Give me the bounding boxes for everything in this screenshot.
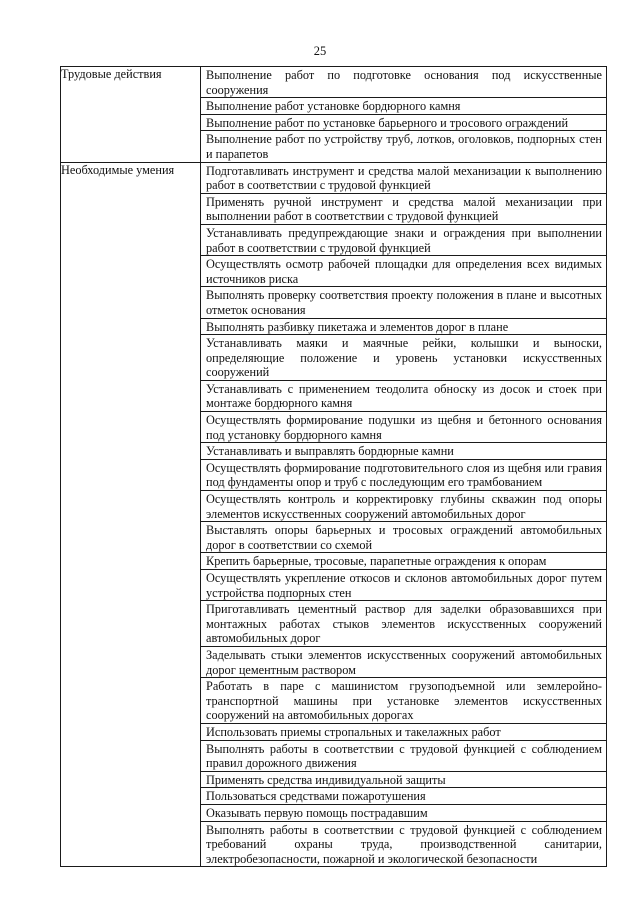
list-item: Осуществлять осмотр рабочей площадки для определения всех видимых источников риска	[201, 256, 606, 287]
list-item: Подготавливать инструмент и средства малой механизации к выполнению работ в соответствии с трудовой функцией	[201, 163, 606, 194]
section-items	[201, 67, 607, 163]
list-item: Осуществлять формирование подготовительного слоя из щебня или гравия под фундаменты опор и труб с последующим его трамбованием	[201, 460, 606, 491]
list-item: Оказывать первую помощь пострадавшим	[201, 805, 606, 822]
list-item: Выполнять работы в соответствии с трудовой функцией с соблюдением требований охраны труда, производственной санитарии, электробезопасности, пожарной и экологической безопасности	[206, 822, 602, 866]
requirements-table	[60, 66, 607, 867]
list-item: Работать в паре с машинистом грузоподъемной или землеройно-транспортной машины при установке элементов искусственных сооружений на автомобильных дорогах	[201, 678, 606, 724]
list-item: Осуществлять контроль и корректировку глубины скважин под опоры элементов искусственных сооружений автомобильных дорог	[201, 491, 606, 522]
list-item: Выполнение работ по установке барьерного и тросового ограждений	[201, 115, 606, 132]
page-number: 25	[313, 44, 327, 58]
list-item: Пользоваться средствами пожаротушения	[201, 788, 606, 805]
section-label: Трудовые действия	[61, 67, 201, 163]
list-item: Осуществлять укрепление откосов и склонов автомобильных дорог путем устройства подпорных стен	[201, 570, 606, 601]
list-item: Выполнение работ по подготовке основания под искусственные сооружения	[201, 67, 606, 98]
requirements-table-body	[61, 67, 607, 867]
list-item: Осуществлять формирование подушки из щебня и бетонного основания под установку бордюрного камня	[201, 412, 606, 443]
list-item: Крепить барьерные, тросовые, парапетные ограждения к опорам	[201, 553, 606, 570]
list-item: Устанавливать и выправлять бордюрные камни	[201, 443, 606, 460]
list-item: Использовать приемы стропальных и такелажных работ	[201, 724, 606, 741]
list-item: Применять ручной инструмент и средства малой механизации при выполнении работ в соответствии с трудовой функцией	[201, 194, 606, 225]
list-item: Выполнение работ установке бордюрного камня	[201, 98, 606, 115]
list-item: Выполнять разбивку пикетажа и элементов дорог в плане	[201, 319, 606, 336]
list-item: Устанавливать маяки и маячные рейки, колышки и выноски, определяющие положение и уровень установки искусственных сооружений	[201, 335, 606, 381]
list-item: Выполнять проверку соответствия проекту положения в плане и высотных отметок основания	[201, 287, 606, 318]
section-row	[61, 162, 607, 867]
list-item: Выполнять работы в соответствии с трудовой функцией с соблюдением правил дорожного движения	[201, 741, 606, 772]
list-item: Устанавливать с применением теодолита обноску из досок и стоек при монтаже бордюрного камня	[201, 381, 606, 412]
section-row	[61, 67, 607, 163]
list-item: Заделывать стыки элементов искусственных сооружений автомобильных дорог цементным раствором	[201, 647, 606, 678]
list-item: Выполнение работ по устройству труб, лотков, оголовков, подпорных стен и парапетов	[206, 132, 602, 161]
section-label: Необходимые умения	[61, 162, 201, 867]
list-item: Приготавливать цементный раствор для заделки образовавшихся при монтажных работах стыков элементов искусственных сооружений автомобильных дорог	[201, 601, 606, 647]
list-item: Устанавливать предупреждающие знаки и ограждения при выполнении работ в соответствии с трудовой функцией	[201, 225, 606, 256]
list-item: Выставлять опоры барьерных и тросовых ограждений автомобильных дорог в соответствии со схемой	[201, 522, 606, 553]
section-items	[201, 162, 607, 867]
list-item: Применять средства индивидуальной защиты	[201, 772, 606, 789]
